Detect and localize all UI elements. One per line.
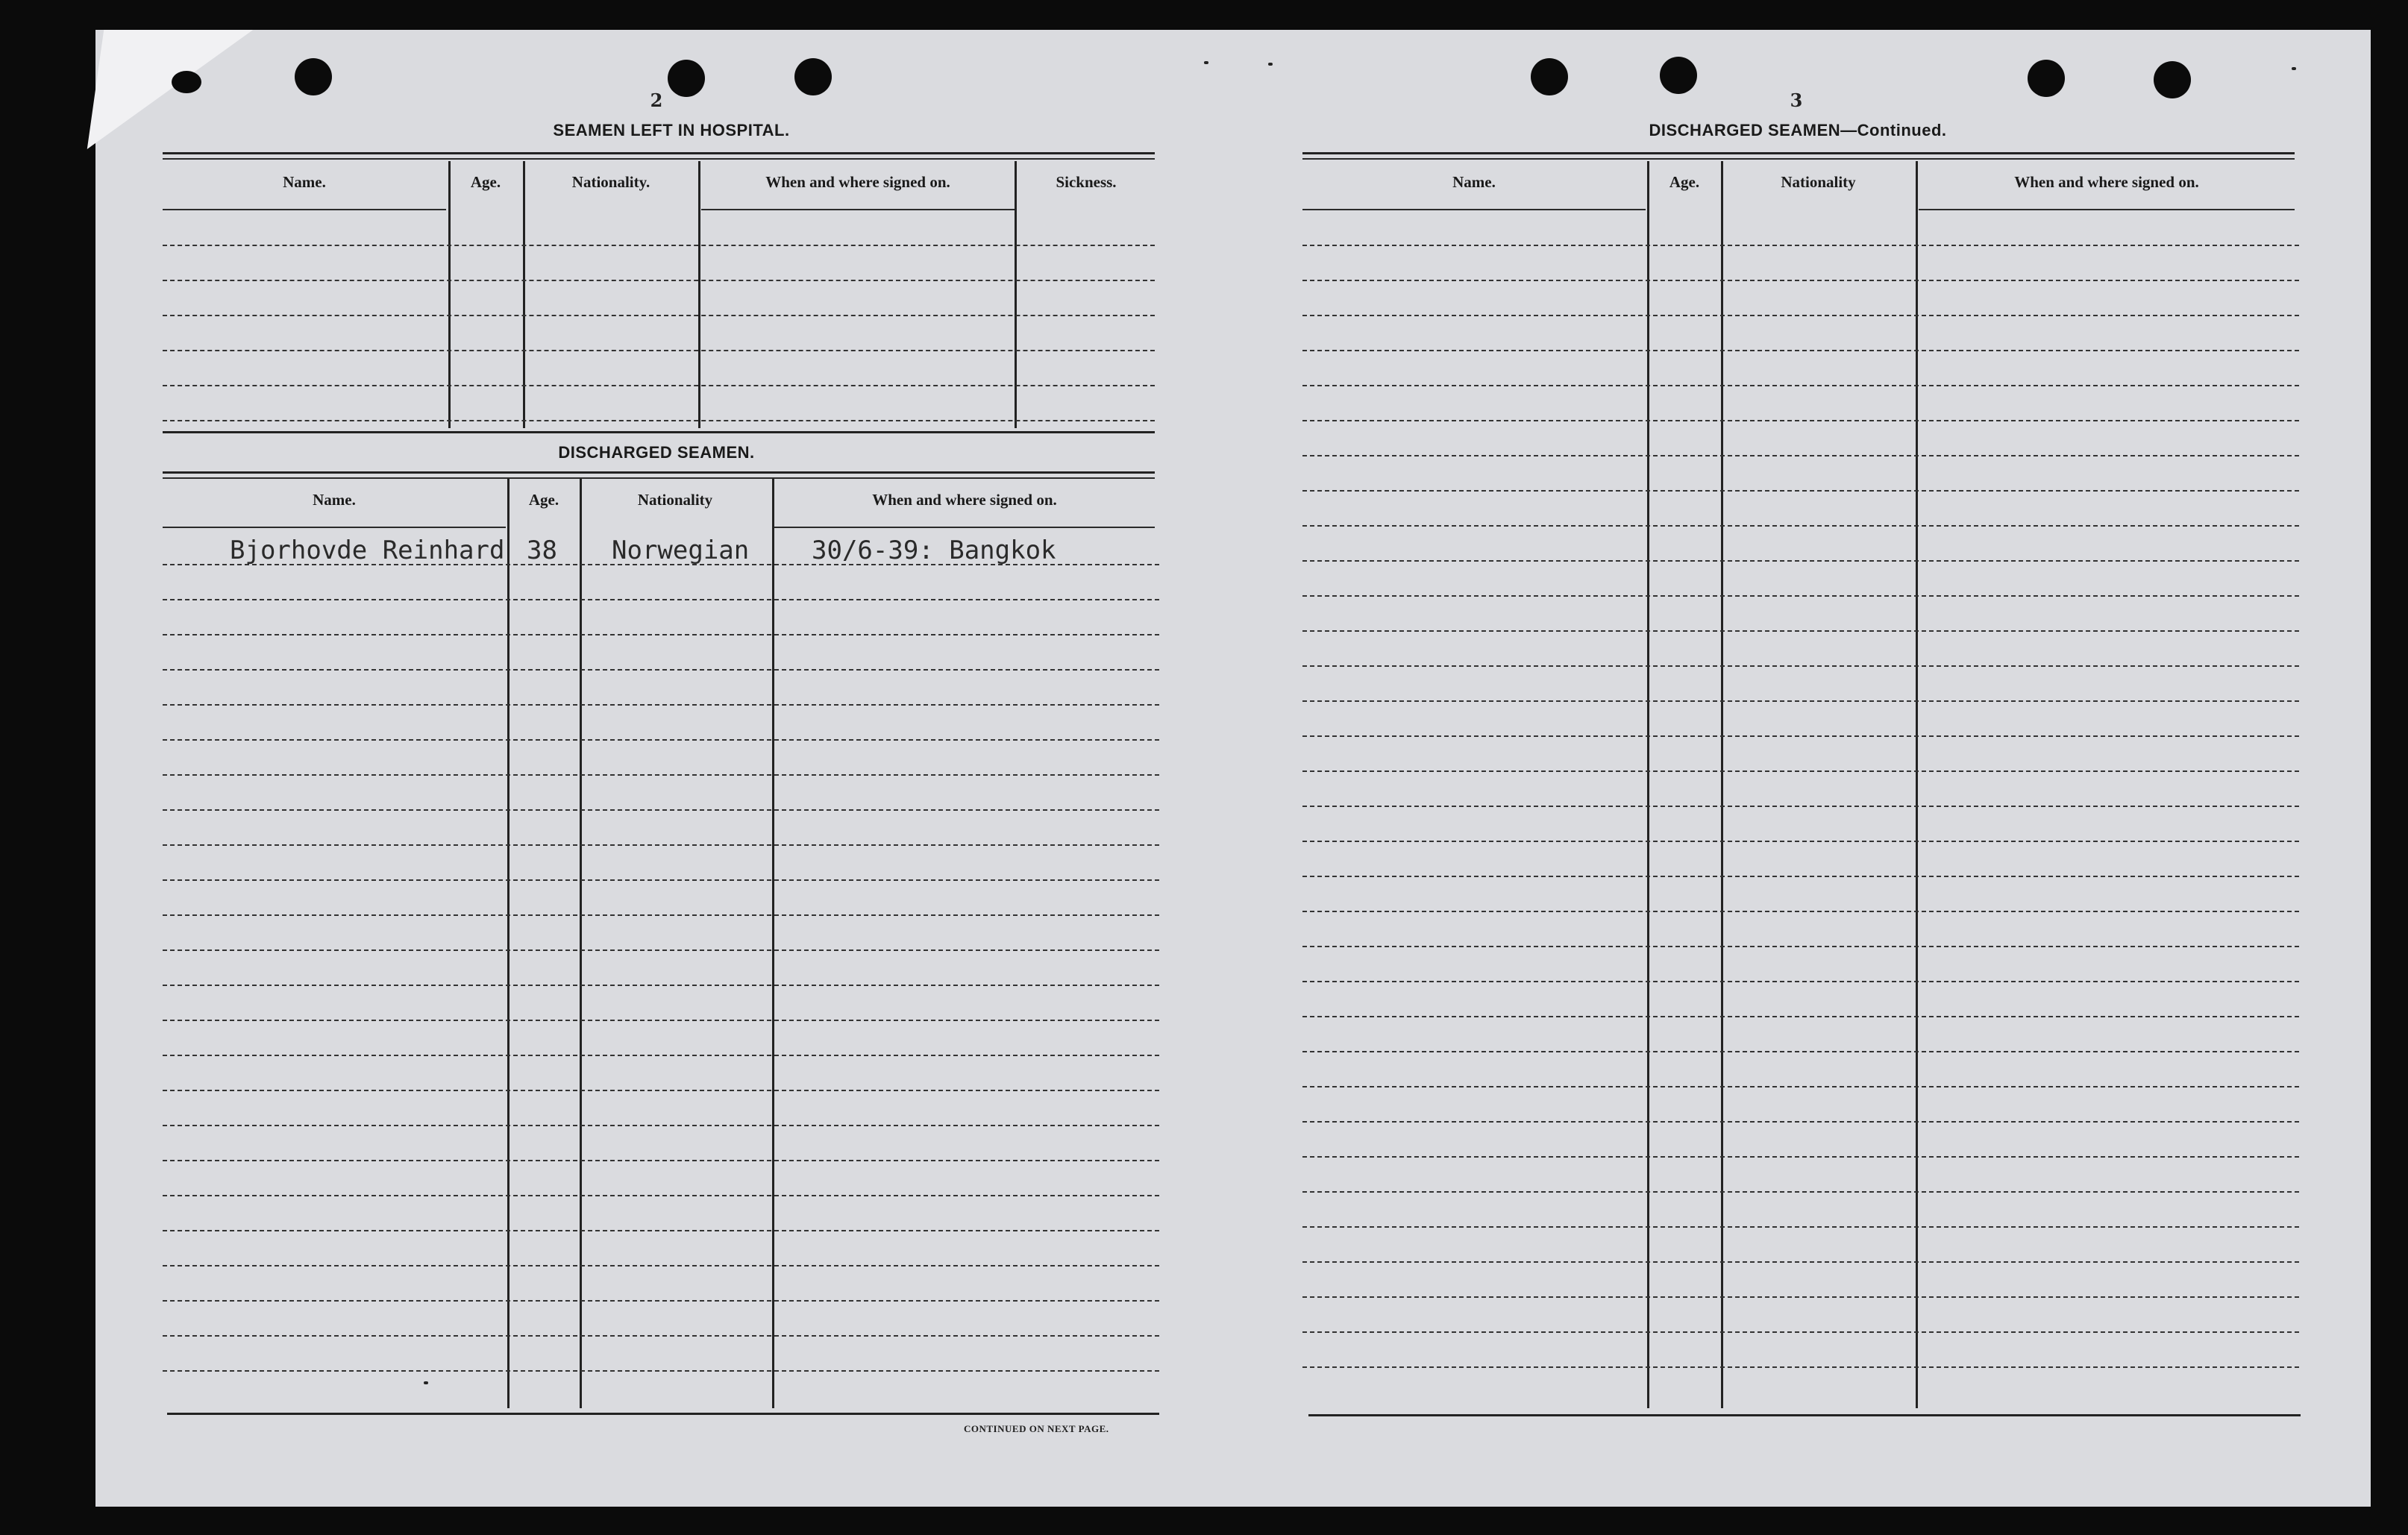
entry-line: [163, 949, 1159, 951]
punch-hole: [2154, 61, 2191, 98]
entry-line: [1302, 806, 2299, 807]
entry-line: [163, 669, 1159, 671]
punch-hole: [2028, 60, 2065, 97]
speck: [1268, 63, 1273, 66]
column-divider: [448, 161, 451, 428]
rule: [163, 152, 1155, 154]
header-underline: [774, 527, 1155, 528]
entry-line: [163, 1265, 1159, 1266]
header-underline: [1919, 209, 2295, 210]
punch-hole: [1660, 57, 1697, 94]
punch-hole: [794, 58, 832, 95]
column-divider: [698, 161, 700, 428]
entry-line: [163, 599, 1159, 600]
punch-hole: [172, 71, 201, 93]
entry-line: [163, 985, 1159, 986]
entry-line: [163, 844, 1159, 846]
continued-note: CONTINUED ON NEXT PAGE.: [964, 1423, 1109, 1434]
entry-line: [163, 914, 1159, 916]
column-divider: [772, 479, 774, 1408]
discharged-col-signed-on: When and where signed on.: [872, 491, 1057, 509]
folded-corner: [87, 30, 253, 149]
rule: [163, 477, 1155, 479]
entry-line: [163, 1020, 1159, 1021]
speck: [1204, 61, 1208, 64]
entry-line: [163, 350, 1155, 351]
right-section-title: DISCHARGED SEAMEN—Continued.: [1649, 121, 1947, 139]
hospital-col-name: Name.: [283, 173, 326, 191]
entry-line: [1302, 1121, 2299, 1123]
page-number-left: 2: [650, 90, 663, 111]
entry-line: [163, 739, 1159, 741]
entry-line: [1302, 350, 2299, 351]
entry-line: [1302, 245, 2299, 246]
punch-hole: [295, 58, 332, 95]
entry-line: [1302, 490, 2299, 492]
rule: [167, 1413, 1159, 1415]
entry-line: [1302, 420, 2299, 421]
entry-line: [1302, 981, 2299, 982]
entry-line: [1302, 1051, 2299, 1052]
rule: [163, 431, 1155, 433]
hospital-col-nationality: Nationality.: [571, 173, 650, 191]
page-number-right: 3: [1790, 90, 1803, 111]
column-divider: [1015, 161, 1017, 428]
rule: [1308, 1414, 2301, 1416]
column-divider: [523, 161, 525, 428]
column-divider: [580, 479, 582, 1408]
entry-line: [163, 1195, 1159, 1196]
right-col-age: Age.: [1669, 173, 1700, 191]
entry-line: [1302, 280, 2299, 281]
right-col-signed-on: When and where signed on.: [2014, 173, 2199, 191]
entry-line: [163, 1160, 1159, 1161]
hospital-section-title: SEAMEN LEFT IN HOSPITAL.: [553, 121, 790, 139]
discharged-row-age: 38: [527, 536, 557, 565]
entry-line: [1302, 1016, 2299, 1017]
entry-line: [1302, 665, 2299, 667]
speck: [424, 1381, 428, 1384]
header-underline: [163, 209, 446, 210]
entry-line: [1302, 1296, 2299, 1298]
rule: [1302, 158, 2295, 160]
header-underline: [1302, 209, 1646, 210]
right-col-nationality: Nationality: [1781, 173, 1856, 191]
entry-line: [1302, 595, 2299, 597]
hospital-col-age: Age.: [470, 173, 501, 191]
entry-line: [163, 1300, 1159, 1302]
entry-line: [1302, 385, 2299, 386]
entry-line: [1302, 560, 2299, 562]
entry-line: [1302, 1226, 2299, 1228]
entry-line: [163, 315, 1155, 316]
rule: [1302, 152, 2295, 154]
discharged-row-name: Bjorhovde Reinhard: [230, 536, 505, 565]
rule: [163, 158, 1155, 160]
entry-line: [1302, 630, 2299, 632]
entry-line: [163, 564, 1159, 565]
entry-line: [1302, 1261, 2299, 1263]
discharged-section-title: DISCHARGED SEAMEN.: [558, 443, 755, 462]
punch-hole: [1531, 58, 1568, 95]
entry-line: [163, 420, 1155, 421]
entry-line: [1302, 946, 2299, 947]
entry-line: [163, 809, 1159, 811]
hospital-col-signed-on: When and where signed on.: [765, 173, 950, 191]
column-divider: [507, 479, 509, 1408]
entry-line: [1302, 455, 2299, 456]
header-underline: [701, 209, 1015, 210]
entry-line: [163, 245, 1155, 246]
hospital-col-sickness: Sickness.: [1056, 173, 1117, 191]
right-col-name: Name.: [1452, 173, 1496, 191]
document-sheet: [95, 30, 2371, 1507]
entry-line: [163, 634, 1159, 635]
entry-line: [1302, 1156, 2299, 1158]
speck: [2292, 67, 2296, 70]
entry-line: [1302, 1366, 2299, 1368]
entry-line: [1302, 876, 2299, 877]
entry-line: [163, 1055, 1159, 1056]
entry-line: [1302, 525, 2299, 527]
discharged-row-signed-on: 30/6-39: Bangkok: [812, 536, 1056, 565]
column-divider: [1647, 161, 1649, 1408]
discharged-col-nationality: Nationality: [637, 491, 713, 509]
discharged-row-nationality: Norwegian: [612, 536, 750, 565]
entry-line: [1302, 911, 2299, 912]
entry-line: [163, 1230, 1159, 1231]
header-underline: [163, 527, 506, 528]
entry-line: [1302, 735, 2299, 737]
discharged-col-age: Age.: [528, 491, 559, 509]
entry-line: [163, 280, 1155, 281]
column-divider: [1916, 161, 1918, 1408]
discharged-col-name: Name.: [313, 491, 356, 509]
entry-line: [1302, 700, 2299, 702]
entry-line: [163, 1370, 1159, 1372]
rule: [163, 471, 1155, 474]
entry-line: [163, 1090, 1159, 1091]
entry-line: [163, 1335, 1159, 1337]
column-divider: [1721, 161, 1723, 1408]
entry-line: [1302, 315, 2299, 316]
entry-line: [1302, 1331, 2299, 1333]
entry-line: [1302, 1086, 2299, 1087]
entry-line: [1302, 770, 2299, 772]
entry-line: [163, 774, 1159, 776]
entry-line: [163, 879, 1159, 881]
entry-line: [163, 385, 1155, 386]
entry-line: [1302, 841, 2299, 842]
entry-line: [163, 704, 1159, 706]
entry-line: [163, 1125, 1159, 1126]
entry-line: [1302, 1191, 2299, 1193]
